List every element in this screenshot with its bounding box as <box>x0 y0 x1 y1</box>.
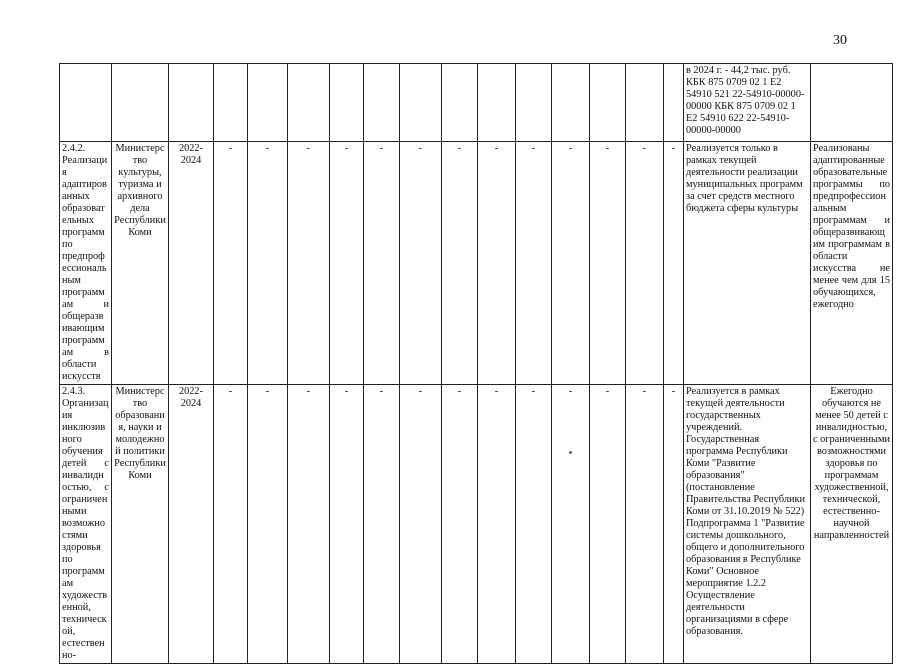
funding-cell: - <box>552 142 590 385</box>
funding-cell <box>400 64 442 142</box>
result-cell <box>811 64 893 142</box>
funding-cell: - <box>442 385 478 664</box>
funding-cell <box>664 64 684 142</box>
funding-cell: - <box>214 142 248 385</box>
responsible-cell <box>112 64 169 142</box>
years-cell: 2022-2024 <box>169 142 214 385</box>
result-cell: Реализованы адаптированные образовательные программы по предпрофессиональным программам и общеразвивающим программам в области искусства не менее чем для 15 обучающихся, ежегодно <box>811 142 893 385</box>
funding-cell: - <box>626 385 664 664</box>
funding-cell: - <box>330 385 364 664</box>
funding-cell: - <box>288 385 330 664</box>
funding-cell: - <box>288 142 330 385</box>
funding-cell: - <box>364 142 400 385</box>
funding-cell <box>442 64 478 142</box>
table-row <box>60 142 893 385</box>
note-cell: Реализуется в рамках текущей деятельности государственных учреждений. Государственная программа Республики Коми "Развитие образования" (постановление Правительства Республики Коми от 31.10.2019 № 522) Подпрограмма 1 "Развитие системы дошкольного, общего и дополнительного образования в Республике Коми" Основное мероприятие 1.2.2 Осуществление деятельности организациями в сфере образования. <box>684 385 811 664</box>
funding-cell: - <box>664 142 684 385</box>
funding-cell: - <box>626 142 664 385</box>
funding-cell <box>248 64 288 142</box>
funding-cell <box>626 64 664 142</box>
funding-cell: - <box>214 385 248 664</box>
funding-cell: - <box>442 142 478 385</box>
funding-cell <box>552 64 590 142</box>
measures-table <box>59 63 893 664</box>
funding-cell: - <box>330 142 364 385</box>
funding-cell: - <box>478 142 516 385</box>
responsible-cell: Министерство культуры, туризма и архивного дела Республики Коми <box>112 142 169 385</box>
action-cell: 2.4.2. Реализация адаптированных образовательных программ по предпрофессиональным программам и общеразвивающим программам в области искусств <box>60 142 112 385</box>
funding-cell: - <box>400 142 442 385</box>
funding-cell: - <box>552 385 590 664</box>
funding-cell <box>516 64 552 142</box>
note-cell: Реализуется только в рамках текущей деятельности реализации муниципальных программ за счет средств местного бюджета сферы культуры <box>684 142 811 385</box>
funding-cell: - <box>400 385 442 664</box>
funding-cell: - <box>478 385 516 664</box>
note-cell: в 2024 г. - 44,2 тыс. руб. КБК 875 0709 02 1 Е2 54910 521 22-54910-00000-00000 КБК 875 0709 02 1 Е2 54910 622 22-54910-00000-00000 <box>684 64 811 142</box>
funding-cell <box>214 64 248 142</box>
action-cell: 2.4.3. Организация инклюзивного обучения детей с инвалидностью, с ограниченными возможностями здоровья по программам художественной, технической, естественно- <box>60 385 112 664</box>
funding-cell: - <box>248 142 288 385</box>
funding-cell <box>590 64 626 142</box>
funding-cell: - <box>590 385 626 664</box>
scan-speck <box>569 451 572 454</box>
years-cell: 2022-2024 <box>169 385 214 664</box>
table-body <box>60 64 893 664</box>
funding-cell: - <box>516 385 552 664</box>
action-cell <box>60 64 112 142</box>
table-row <box>60 64 893 142</box>
funding-cell <box>330 64 364 142</box>
years-cell <box>169 64 214 142</box>
funding-cell: - <box>248 385 288 664</box>
funding-cell: - <box>664 385 684 664</box>
page-number: 30 <box>833 33 847 48</box>
responsible-cell: Министерство образования, науки и молодежной политики Республики Коми <box>112 385 169 664</box>
funding-cell <box>288 64 330 142</box>
funding-cell: - <box>516 142 552 385</box>
funding-cell: - <box>590 142 626 385</box>
table-row <box>60 385 893 664</box>
funding-cell: - <box>364 385 400 664</box>
result-cell: Ежегодно обучаются не менее 50 детей с инвалидностью, с ограниченными возможностями здоровья по программам художественной, технической, естественно-научной направленностей <box>811 385 893 664</box>
funding-cell <box>478 64 516 142</box>
funding-cell <box>364 64 400 142</box>
